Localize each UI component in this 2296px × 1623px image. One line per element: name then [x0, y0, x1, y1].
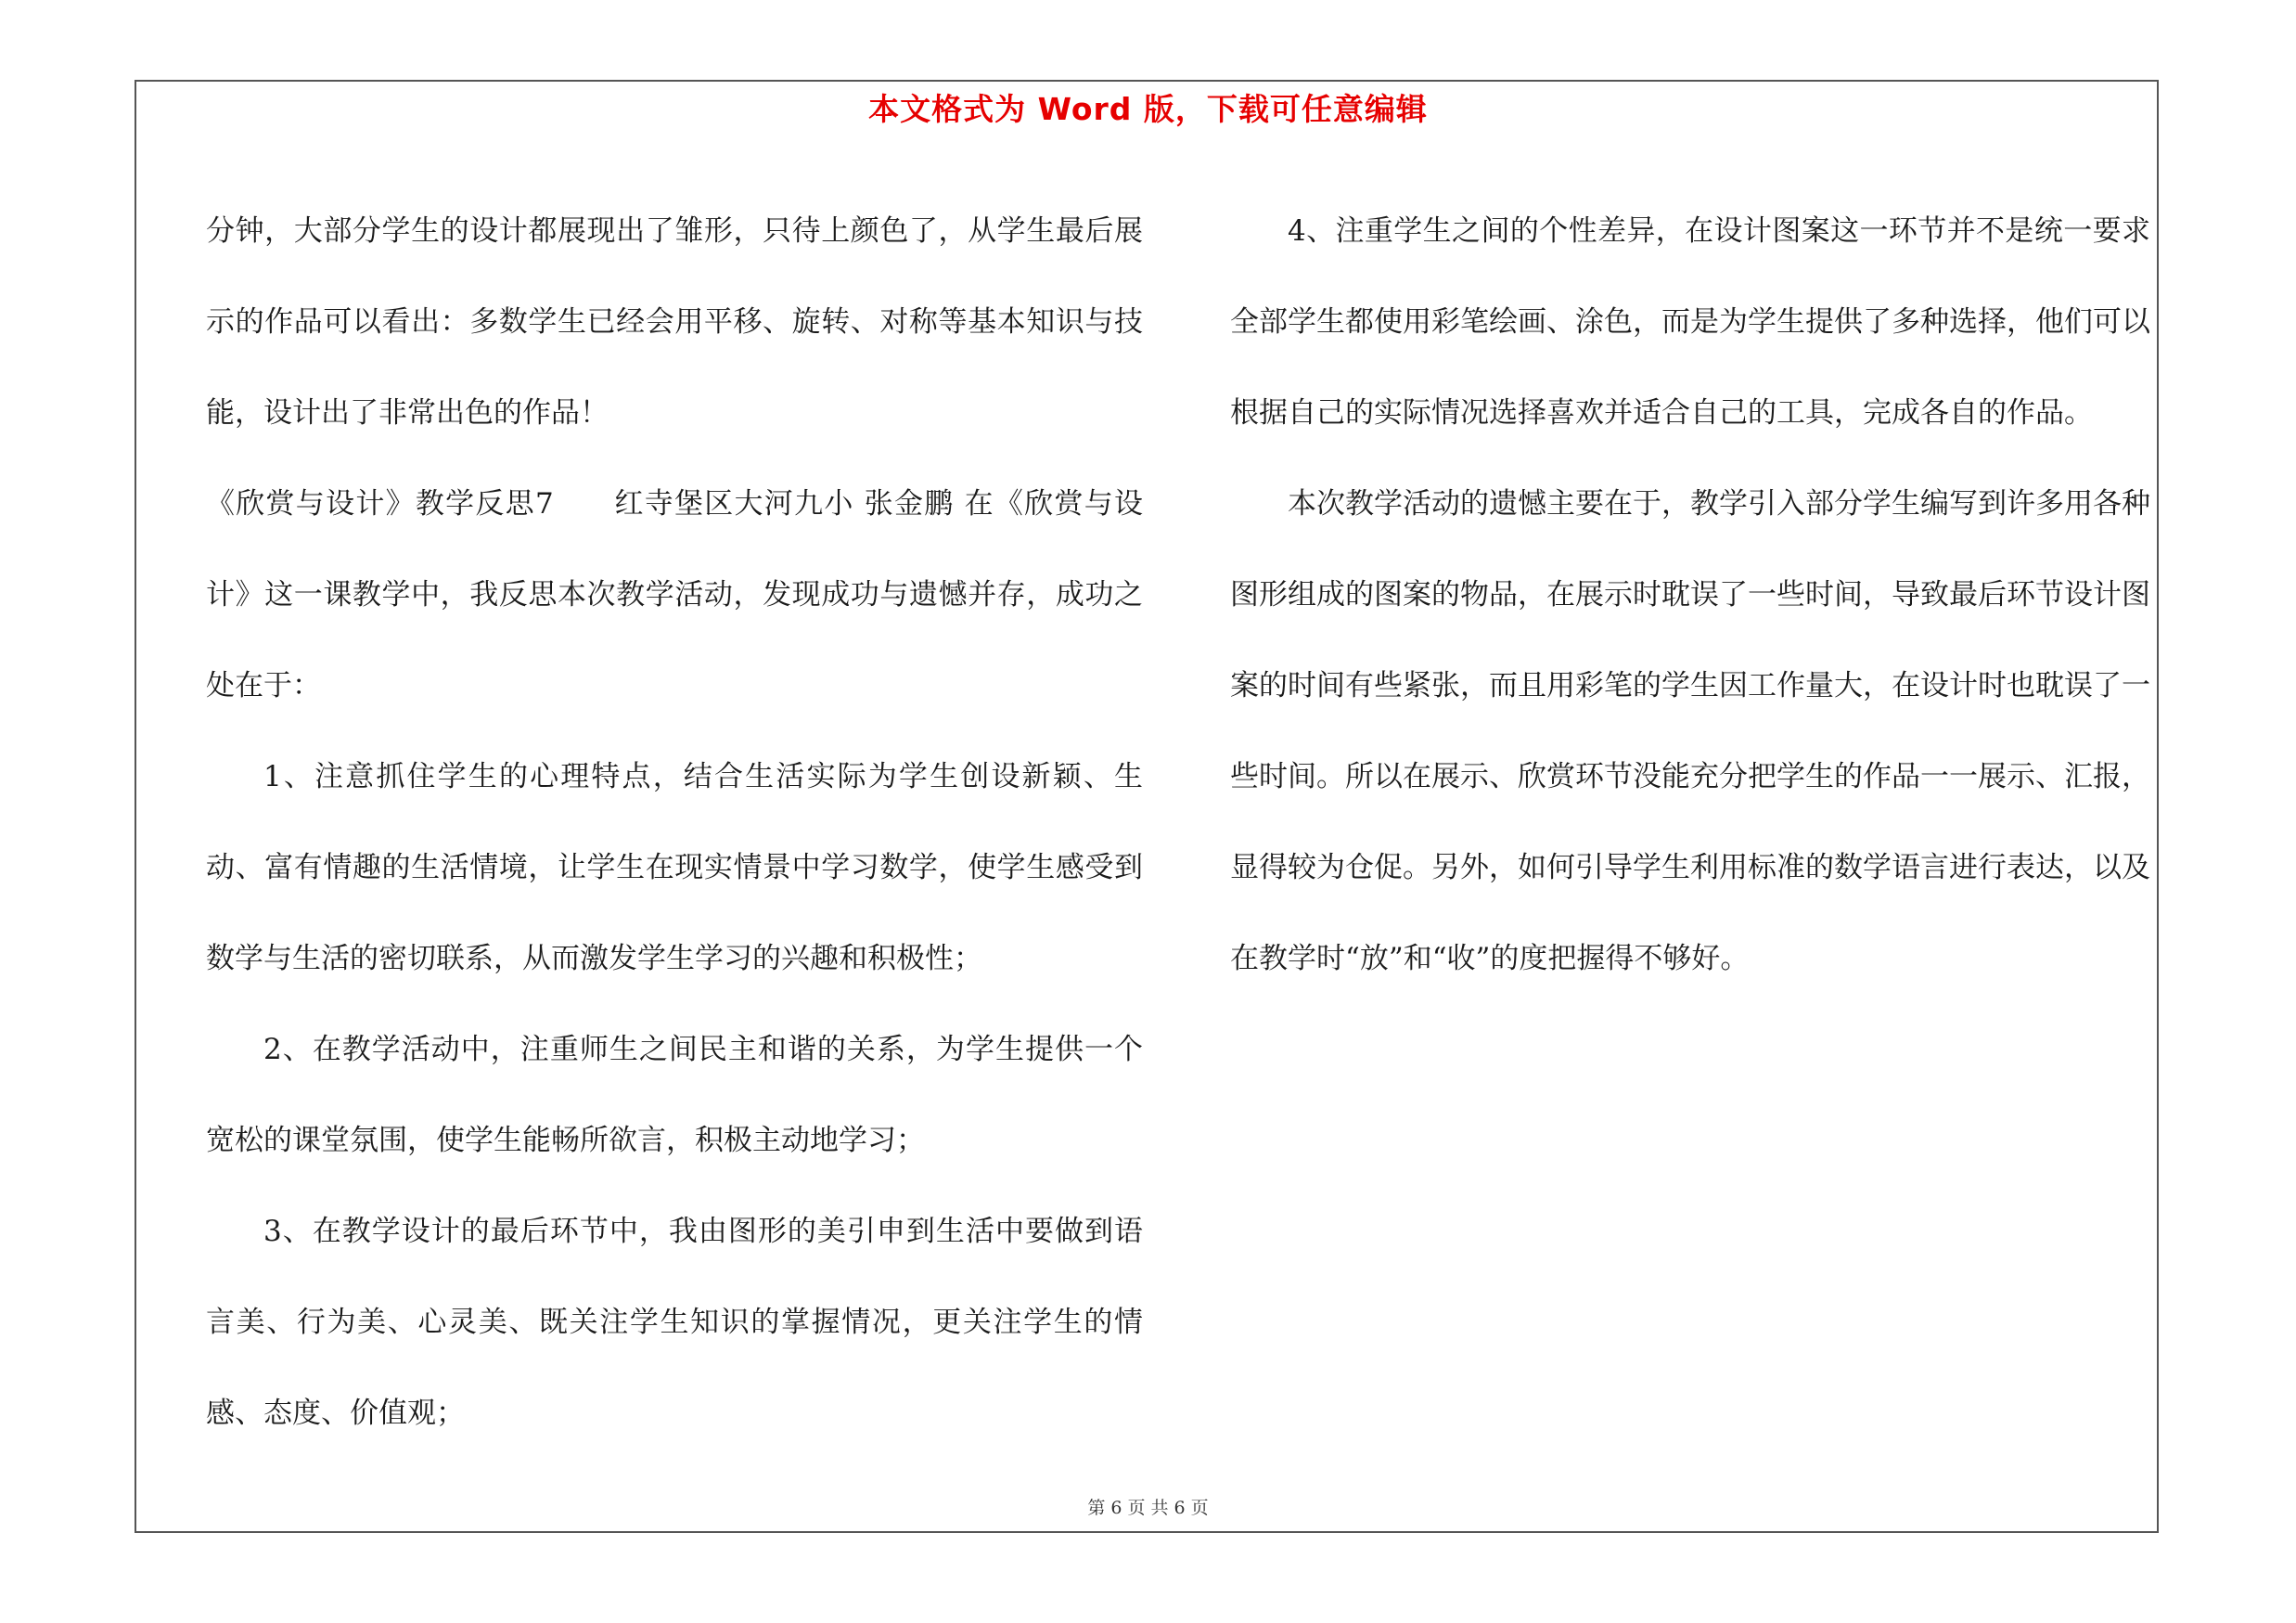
left-column: [206, 186, 1143, 1459]
page-number-footer: 第 6 页 共 6 页: [1087, 1498, 1209, 1518]
paragraph: 《欣赏与设计》教学反思7 红寺堡区大河九小 张金鹏 在《欣赏与设计》这一课教学中，我反思本次教学活动，发现成功与遗憾并存，成功之处在于：: [206, 487, 1143, 702]
paragraph: 3、在教学设计的最后环节中，我由图形的美引申到生活中要做到语言美、行为美、心灵美、既关注学生知识的掌握情况，更关注学生的情感、态度、价值观；: [206, 1215, 1143, 1430]
paragraph: 4、注重学生之间的个性差异，在设计图案这一环节并不是统一要求全部学生都使用彩笔绘画、涂色，而是为学生提供了多种选择，他们可以根据自己的实际情况选择喜欢并适合自己的工具，完成各自的作品。: [1230, 214, 2150, 430]
paragraph: 2、在教学活动中，注重师生之间民主和谐的关系，为学生提供一个宽松的课堂氛围，使学生能畅所欲言，积极主动地学习；: [206, 1033, 1143, 1157]
editable-word-banner: 本文格式为 Word 版，下载可任意编辑: [868, 91, 1428, 127]
right-column: [1230, 186, 2150, 1004]
paragraph: 1、注意抓住学生的心理特点，结合生活实际为学生创设新颖、生动、富有情趣的生活情境，让学生在现实情景中学习数学，使学生感受到数学与生活的密切联系，从而激发学生学习的兴趣和积极性；: [206, 760, 1143, 975]
paragraph: 本次教学活动的遗憾主要在于，教学引入部分学生编写到许多用各种图形组成的图案的物品，在展示时耽误了一些时间，导致最后环节设计图案的时间有些紧张，而且用彩笔的学生因工作量大，在设计时也耽误了一些时间。所以在展示、欣赏环节没能充分把学生的作品一一展示、汇报，显得较为仓促。另外，如何引导学生利用标准的数学语言进行表达，以及在教学时“放”和“收”的度把握得不够好。: [1230, 487, 2150, 975]
paragraph: 分钟，大部分学生的设计都展现出了雏形，只待上颜色了，从学生最后展示的作品可以看出：多数学生已经会用平移、旋转、对称等基本知识与技能，设计出了非常出色的作品！: [206, 214, 1143, 430]
